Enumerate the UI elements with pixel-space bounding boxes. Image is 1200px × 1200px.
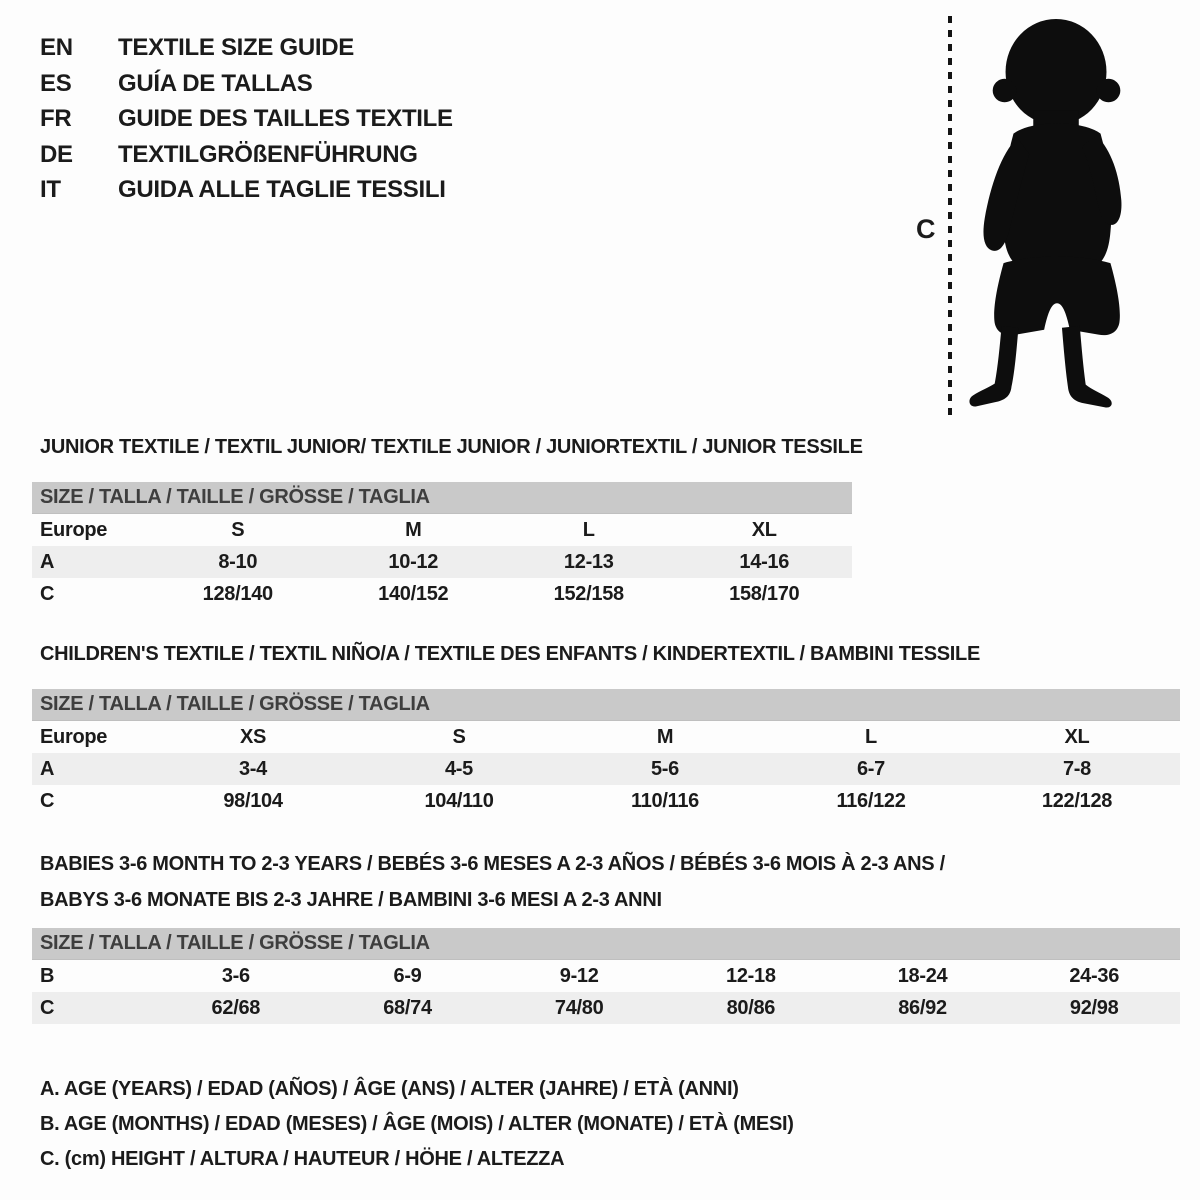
table-cell: 3-6: [221, 965, 250, 987]
table-cell: 4-5: [444, 758, 473, 780]
table-cell: 92/98: [1069, 997, 1119, 1019]
height-measure-figure: [880, 12, 1180, 424]
table-cell: 98/104: [223, 790, 283, 812]
section-title-junior: JUNIOR TEXTILE / TEXTIL JUNIOR/ TEXTILE JUNIOR / JUNIORTEXTIL / JUNIOR TESSILE: [40, 436, 863, 458]
table-cell: 9-12: [559, 965, 599, 987]
table-cell: S: [231, 519, 245, 541]
table-row: [32, 785, 1180, 817]
row-label: A: [40, 758, 55, 780]
language-row: [40, 137, 453, 173]
row-label: B: [40, 965, 55, 987]
section-title-babies-line1: BABIES 3-6 MONTH TO 2-3 YEARS / BEBÉS 3-6 MESES A 2-3 AÑOS / BÉBÉS 3-6 MOIS À 2-3 ANS /: [40, 853, 945, 875]
table-cell: 80/86: [726, 997, 776, 1019]
table-cell: 7-8: [1062, 758, 1091, 780]
table-header-bar: SIZE / TALLA / TAILLE / GRÖSSE / TAGLIA: [32, 689, 1180, 721]
language-code-fr: FR: [40, 105, 72, 132]
guide-title-fr: GUIDE DES TAILLES TEXTILE: [118, 105, 453, 132]
table-cell: 18-24: [897, 965, 948, 987]
table-cell: 6-9: [393, 965, 422, 987]
language-row: [40, 172, 453, 208]
table-cell: 3-4: [238, 758, 267, 780]
table-row: [32, 546, 852, 578]
row-label: Europe: [40, 519, 108, 541]
table-cell: 110/116: [631, 790, 699, 812]
table-cell: 62/68: [211, 997, 261, 1019]
table-cell: 158/170: [729, 583, 800, 605]
table-row: [32, 992, 1180, 1024]
table-row: [32, 960, 1180, 992]
language-row: [40, 30, 453, 66]
language-code-en: EN: [40, 34, 73, 61]
footnote-age-years: A. AGE (YEARS) / EDAD (AÑOS) / ÂGE (ANS) / ALTER (JAHRE) / ETÀ (ANNI): [40, 1078, 739, 1100]
table-cell: 14-16: [739, 551, 790, 573]
language-code-it: IT: [40, 176, 61, 203]
table-row: [32, 578, 852, 610]
table-cell: M: [405, 519, 422, 541]
row-label: A: [40, 551, 55, 573]
language-row: [40, 101, 453, 137]
junior-size-table: [32, 482, 852, 610]
table-header-bar: SIZE / TALLA / TAILLE / GRÖSSE / TAGLIA: [32, 482, 852, 514]
row-label: C: [40, 583, 55, 605]
footnote-age-months: B. AGE (MONTHS) / EDAD (MESES) / ÂGE (MOIS) / ALTER (MONATE) / ETÀ (MESI): [40, 1113, 794, 1135]
table-cell: 24-36: [1069, 965, 1120, 987]
table-cell: 68/74: [383, 997, 432, 1019]
row-label: C: [40, 790, 55, 812]
table-cell: S: [452, 726, 466, 748]
section-children-textile: [32, 644, 1180, 817]
table-cell: L: [865, 726, 877, 748]
table-cell: 74/80: [554, 997, 604, 1019]
table-row: [32, 721, 1180, 753]
table-cell: 128/140: [202, 583, 273, 605]
table-row: [32, 753, 1180, 785]
row-label: C: [40, 997, 55, 1019]
section-babies-textile: [32, 846, 1180, 1024]
babies-size-table: [32, 928, 1180, 1024]
table-cell: 8-10: [218, 551, 258, 573]
row-label: Europe: [40, 726, 108, 748]
language-title-block: [40, 30, 453, 208]
language-code-de: DE: [40, 140, 73, 168]
guide-title-en: TEXTILE SIZE GUIDE: [118, 34, 354, 61]
children-size-table: [32, 689, 1180, 817]
height-dashed-line: [948, 16, 952, 418]
guide-title-de: TEXTILGRÖßENFÜHRUNG: [118, 140, 418, 168]
table-cell: 12-13: [563, 551, 614, 573]
section-junior-textile: [32, 436, 863, 610]
table-cell: M: [656, 726, 674, 748]
toddler-silhouette-icon: [964, 16, 1152, 418]
table-cell: 6-7: [856, 758, 885, 780]
measure-footnotes: [40, 1072, 794, 1177]
table-cell: 152/158: [553, 583, 624, 605]
section-title-babies-line2: BABYS 3-6 MONATE BIS 2-3 JAHRE / BAMBINI 3-6 MESI A 2-3 ANNI: [40, 889, 662, 911]
footnote-height-cm: C. (cm) HEIGHT / ALTURA / HAUTEUR / HÖHE / ALTEZZA: [40, 1148, 565, 1170]
table-cell: 140/152: [378, 583, 449, 605]
language-code-es: ES: [40, 69, 72, 97]
table-cell: 5-6: [650, 758, 679, 780]
guide-title-it: GUIDA ALLE TAGLIE TESSILI: [118, 176, 446, 203]
measure-c-label: C: [916, 214, 936, 244]
section-title-children: CHILDREN'S TEXTILE / TEXTIL NIÑO/A / TEXTILE DES ENFANTS / KINDERTEXTIL / BAMBINI TESSILE: [40, 643, 980, 665]
table-cell: 122/128: [1041, 790, 1113, 812]
table-cell: 104/110: [424, 790, 494, 812]
table-cell: XL: [1064, 726, 1090, 748]
table-cell: XS: [239, 726, 267, 748]
table-cell: XL: [751, 519, 777, 541]
table-cell: 12-18: [726, 965, 776, 987]
table-header-bar: SIZE / TALLA / TAILLE / GRÖSSE / TAGLIA: [32, 928, 1180, 960]
table-cell: 10-12: [388, 551, 439, 573]
language-row: [40, 66, 453, 102]
table-cell: 86/92: [898, 997, 947, 1019]
table-row: [32, 514, 852, 546]
table-cell: 116/122: [836, 790, 906, 812]
guide-title-es: GUÍA DE TALLAS: [118, 69, 313, 97]
table-cell: L: [582, 519, 595, 541]
